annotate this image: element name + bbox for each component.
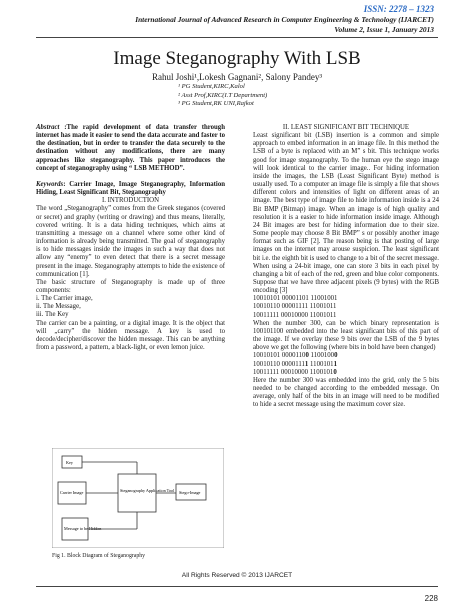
rgb-after-1-d: 0 (334, 352, 338, 360)
component-2: ii. The Message, (36, 303, 81, 311)
keywords-text: : Carrier Image, Image Steganography, Information Hiding, Least Significant Bit, Steganography (36, 180, 225, 197)
rgb-before-2: 10010110 00001111 11001011 (253, 303, 337, 311)
rgb-after-2-d: 1 (333, 360, 337, 368)
left-column (36, 124, 225, 352)
intro-heading: I. INTRODUCTION (101, 197, 159, 205)
rgb-after-1-c: 1100100 (308, 352, 335, 360)
abstract-text: :The rapid development of data transfer through internet has made it easier to send the data accurate and faster to the destination, but in order to transfer the data securely to the destination without any modifications, there are many approaches like steganography. This paper introduces the concept of steganography using “ LSB METHOD”. (36, 124, 225, 172)
intro-paragraph-2: The basic structure of Steganography is made up of three components: (36, 278, 225, 294)
rgb-after-3-c: 1100101 (309, 368, 334, 376)
intro-paragraph-1: The word „Steganography” comes from the Greek steganos (covered or secret) and graphy (writing or drawing) and thus means, literally, covered writing. It is a data hiding techniques, which aims at transmitting a message on a channel where some other kind of information is already being transmitted. The goal of steganography is to hide messages inside the images in such a way that does not allow any “enemy” to even detect that there is a secret message present in the image. Steganography attempts to hide the existence of communication [1]. (36, 205, 225, 278)
rgb-after-2-b: 1 (304, 360, 309, 368)
app-box (118, 474, 156, 512)
block-diagram (52, 448, 224, 548)
paper-title: Image Steganography With LSB (113, 48, 361, 69)
component-3: iii. The Key (36, 311, 69, 319)
rgb-after-1-a: 10010101 0000110 (253, 352, 306, 360)
affiliation-2: ² Asst Prof,KIRC(I.T Department) (178, 91, 268, 99)
affiliation-1: ¹ PG Student,KIRC,Kalol (178, 83, 245, 90)
journal-volume: Volume 2, Issue 1, January 2013 (334, 25, 434, 34)
figure-caption: Fig 1. Block Diagram of Steganography (52, 553, 146, 559)
issn: ISSN: 2278 – 1323 (363, 4, 434, 14)
rgb-after-3-d: 0 (333, 368, 337, 376)
abstract (36, 124, 225, 173)
authors: Rahul Joshi¹,Lokesh Gagnani², Salony Pandey³ (151, 72, 323, 82)
affiliation-3: ³ PG Student,RK UNI,Rajkot (178, 100, 254, 108)
key-label: Key (66, 460, 73, 465)
abstract-label: Abstract (36, 124, 60, 131)
rgb-after-2 (253, 361, 439, 369)
affiliations (178, 83, 267, 109)
rgb-after-3 (253, 369, 439, 377)
intro-paragraph-3: The carrier can be a painting, or a digital image. It is the object that will „carry” the hidden message. A key is used to decode/decipher/discover the hidden message. This can be anything from a password, a pattern, a black-light, or even lemon juice. (36, 319, 225, 352)
rgb-after-2-c: 1100101 (308, 360, 334, 368)
rgb-before-1: 10010101 00001101 11001001 (253, 295, 338, 303)
lsb-paragraph-2: When the number 300, can be which binary representation is 100101100 embedded into the least significant bits of this part of the image. If we overlay these 9 bits over the LSB of the 9 bytes above we get the following (where bits in bold have been changed) (253, 319, 439, 352)
footer-rule (36, 586, 438, 587)
right-column (253, 124, 439, 409)
component-1: i. The Carrier image, (36, 295, 93, 303)
journal-header (14, 15, 434, 35)
keywords-label: Keywords (36, 180, 64, 188)
lsb-paragraph-1: Least significant bit (LSB) insertion is a common and simple approach to embed information in an image file. In this method the LSB of a byte is replaced with an M” s bit. This technique works good for image steganography. To the human eye the stego image will look identical to the carrier image.. For hiding information inside the images, the LSB (Least Significant Byte) method is usually used. To a computer an image file is simply a file that shows different colors and intensities of light on different areas of an image. The best type of image file to hide information inside is a 24 Bit BMP (Bitmap) image. When an image is of high quality and resolution it is a easier to hide information inside image. Although 24 Bit images are best for hiding information due to their size. Some people may choose 8 Bit BMP” s or possibly another image format such as GIF [2]. The reason being is that posting of large images on the internet may arouse suspicion. The least significant bit i.e. the eighth bit is used to change to a bit of the secret message. When using a 24-bit image, one can store 3 bits in each pixel by changing a bit of each of the red, green and blue color components. Suppose that we have three adjacent pixels (9 bytes) with the RGB encoding [3] (253, 132, 439, 295)
app-label: Steganography Application Tool (120, 488, 175, 493)
lsb-heading: II. LEAST SIGNIFICANT BIT TECHNIQUE (282, 124, 410, 131)
message-label: Message to be Hidden (64, 526, 102, 531)
rgb-before-3: 10011111 00010000 11001011 (253, 311, 337, 319)
rgb-after-3-a: 10011111 00010000 (253, 368, 310, 376)
stego-label: Stego-Image (179, 490, 201, 495)
lsb-paragraph-3: Here the number 300 was embedded into the grid, only the 5 bits needed to be changed according to the embedded message. On average, only half of the bits in an image will need to be modified to hide a secret message using the maximum cover size. (253, 376, 439, 409)
journal-name: International Journal of Advanced Research in Computer Engineering & Technology (IJARCET) (135, 15, 434, 24)
rgb-after-2-a: 10010110 0000111 (253, 360, 305, 368)
rgb-after-1-b: 0 (305, 352, 309, 360)
page-number: 228 (424, 594, 438, 603)
keywords (36, 181, 225, 197)
carrier-label: Carrier Image (60, 490, 84, 495)
footer-rights: All Rights Reserved © 2013 IJARCET (181, 572, 293, 579)
header-rule (36, 37, 438, 38)
rgb-after-1 (253, 352, 439, 360)
